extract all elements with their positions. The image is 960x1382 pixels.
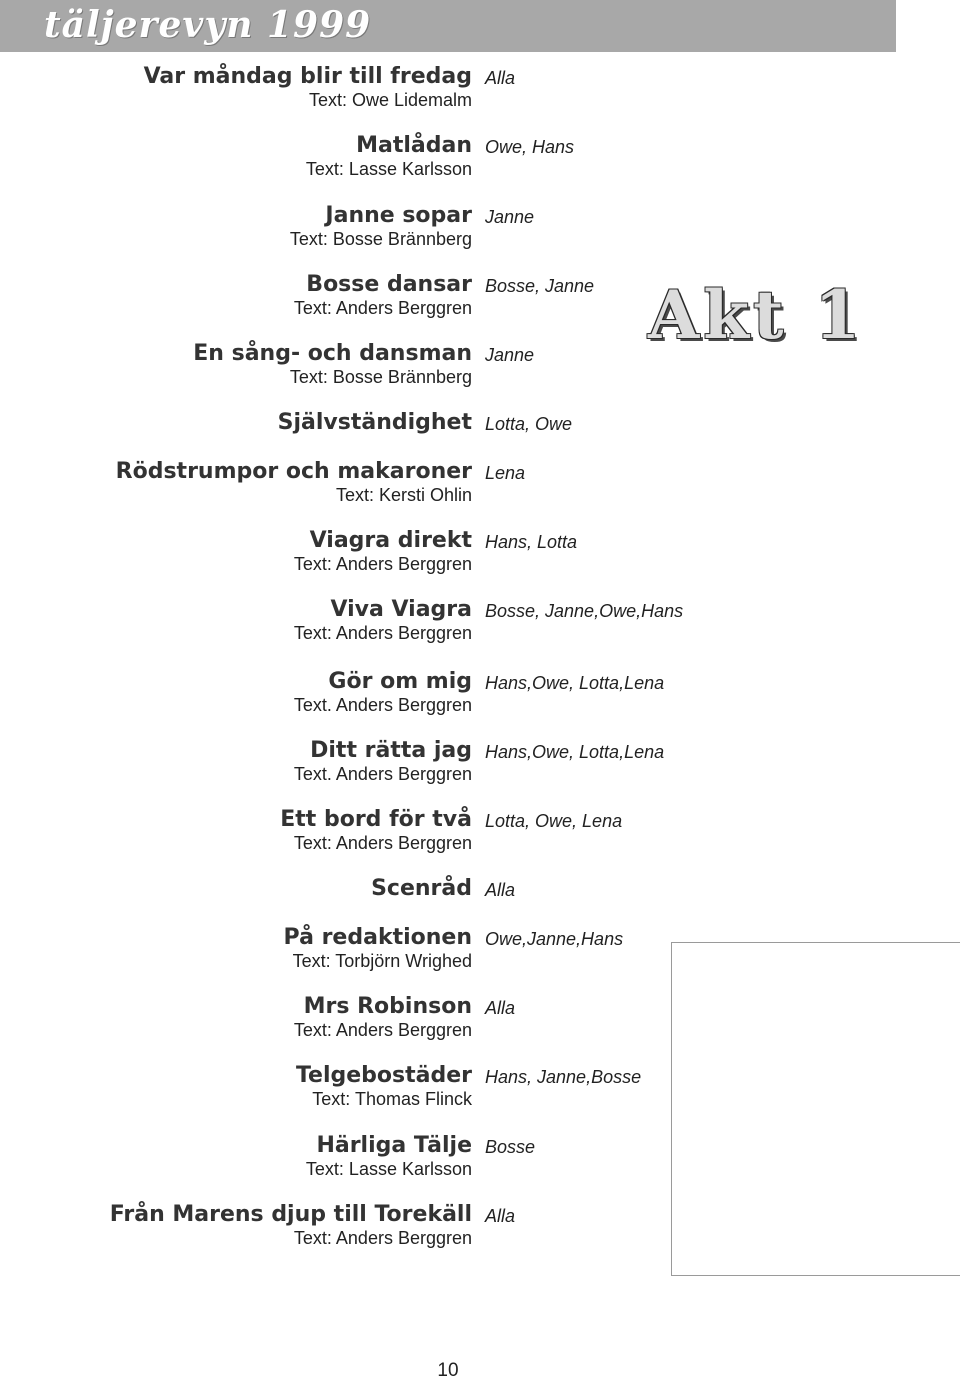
song-title: En sång- och dansman xyxy=(193,341,472,366)
song-cast: Bosse xyxy=(485,1137,536,1157)
song-title: På redaktionen xyxy=(283,925,472,950)
song-title: Från Marens djup till Torekäll xyxy=(109,1202,472,1227)
song-cast: Hans,Owe, Lotta,Lena xyxy=(485,742,665,762)
act-label: Akt 1 xyxy=(648,276,865,354)
song-title: Telgebostäder xyxy=(295,1063,472,1088)
song-author: Text: Owe Lidemalm xyxy=(308,90,472,110)
song-author: Text: Anders Berggren xyxy=(293,623,472,643)
song-title: Janne sopar xyxy=(325,203,472,228)
song-cast: Bosse, Janne,Owe,Hans xyxy=(485,601,684,621)
song-author: Text: Anders Berggren xyxy=(293,554,472,574)
song-title: Härliga Tälje xyxy=(316,1133,472,1158)
song-author: Text: Anders Berggren xyxy=(293,1228,472,1248)
song-author: Text: Anders Berggren xyxy=(293,833,472,853)
song-title: Ett bord för två xyxy=(280,807,472,832)
song-title: Gör om mig xyxy=(328,669,472,694)
song-title: Mrs Robinson xyxy=(303,994,472,1019)
song-cast: Hans, Lotta xyxy=(485,532,578,552)
song-author: Text: Anders Berggren xyxy=(293,1020,472,1040)
song-cast: Lotta, Owe xyxy=(485,414,573,434)
song-title: Matlådan xyxy=(356,133,472,158)
song-cast: Hans, Janne,Bosse xyxy=(485,1067,642,1087)
song-author: Text: Kersti Ohlin xyxy=(335,485,472,505)
song-author: Text: Lasse Karlsson xyxy=(305,1159,472,1179)
song-author: Text: Thomas Flinck xyxy=(312,1089,472,1109)
song-author: Text: Torbjörn Wrighed xyxy=(292,951,472,971)
song-author: Text: Bosse Brännberg xyxy=(289,229,472,249)
song-cast: Lena xyxy=(485,463,526,483)
song-title: Rödstrumpor och makaroner xyxy=(115,459,472,484)
song-author: Text: Bosse Brännberg xyxy=(289,367,472,387)
song-title: Scenråd xyxy=(371,876,472,901)
song-author: Text. Anders Berggren xyxy=(293,695,472,715)
empty-frame xyxy=(671,942,960,1276)
song-title: Bosse dansar xyxy=(306,272,472,297)
page-title: täljerevyn 1999 xyxy=(44,4,372,46)
song-cast: Alla xyxy=(485,1206,516,1226)
song-title: Viva Viagra xyxy=(330,597,472,622)
song-title: Viagra direkt xyxy=(309,528,472,553)
song-cast: Alla xyxy=(485,880,516,900)
header-bar xyxy=(0,0,896,52)
song-cast: Janne xyxy=(485,207,535,227)
song-cast: Janne xyxy=(485,345,535,365)
song-cast: Bosse, Janne xyxy=(485,276,595,296)
song-cast: Alla xyxy=(485,998,516,1018)
song-cast: Owe, Hans xyxy=(485,137,575,157)
song-title: Självständighet xyxy=(277,410,472,435)
song-author: Text. Anders Berggren xyxy=(293,764,472,784)
song-cast: Owe,Janne,Hans xyxy=(485,929,624,949)
song-title: Var måndag blir till fredag xyxy=(143,64,472,89)
song-cast: Hans,Owe, Lotta,Lena xyxy=(485,673,665,693)
song-author: Text: Anders Berggren xyxy=(293,298,472,318)
page-number: 10 xyxy=(437,1360,459,1381)
song-cast: Alla xyxy=(485,68,516,88)
song-cast: Lotta, Owe, Lena xyxy=(485,811,623,831)
song-author: Text: Lasse Karlsson xyxy=(305,159,472,179)
song-title: Ditt rätta jag xyxy=(310,738,472,763)
